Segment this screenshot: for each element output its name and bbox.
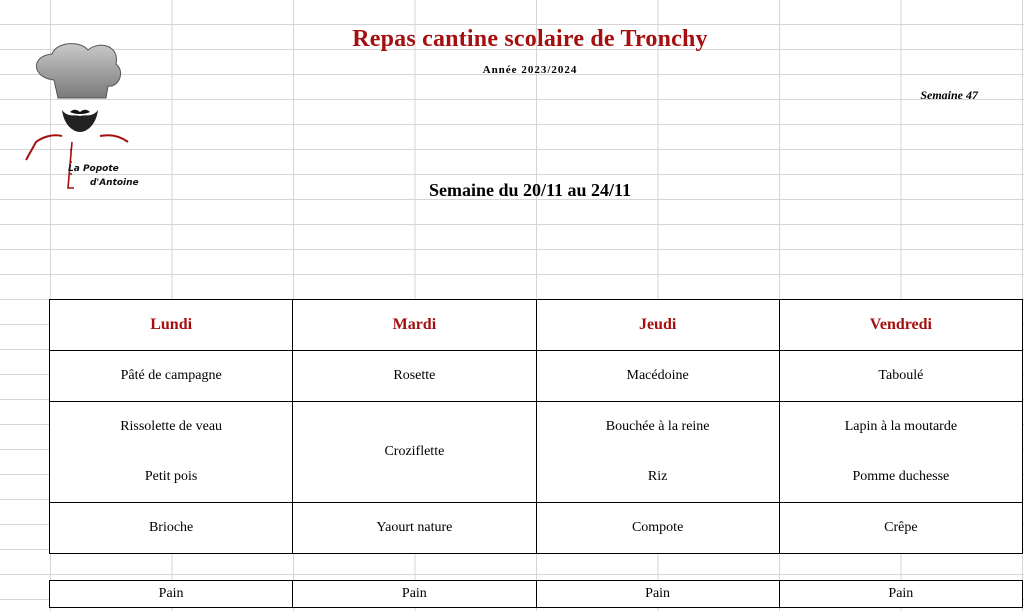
side-cell: Pomme duchesse — [779, 452, 1022, 503]
logo-text-line2: d'Antoine — [90, 178, 139, 188]
bread-cell: Pain — [536, 581, 779, 608]
week-range: Semaine du 20/11 au 24/11 — [428, 180, 632, 200]
day-header: Mardi — [293, 300, 536, 351]
logo-text-line1: La Popote — [68, 164, 119, 174]
starter-cell: Pâté de campagne — [50, 351, 293, 402]
bread-table — [49, 580, 1023, 608]
day-header: Lundi — [50, 300, 293, 351]
main-cell: Croziflette — [293, 402, 536, 503]
dessert-cell: Brioche — [50, 503, 293, 554]
week-number: Semaine 47 — [920, 88, 978, 102]
day-header: Vendredi — [779, 300, 1022, 351]
menu-table — [49, 299, 1023, 554]
day-header: Jeudi — [536, 300, 779, 351]
starter-cell: Taboulé — [779, 351, 1022, 402]
starter-cell: Rosette — [293, 351, 536, 402]
dessert-cell: Yaourt nature — [293, 503, 536, 554]
table-row-starters — [50, 351, 1023, 402]
chef-logo-icon — [22, 38, 162, 198]
main-cell: Rissolette de veau — [50, 402, 293, 453]
side-cell: Riz — [536, 452, 779, 503]
table-row-days — [50, 300, 1023, 351]
table-row-sides — [50, 452, 1023, 503]
bread-cell: Pain — [779, 581, 1022, 608]
main-cell: Lapin à la moutarde — [779, 402, 1022, 453]
bread-cell: Pain — [50, 581, 293, 608]
table-row-desserts — [50, 503, 1023, 554]
dessert-cell: Compote — [536, 503, 779, 554]
dessert-cell: Crêpe — [779, 503, 1022, 554]
page-title: Repas cantine scolaire de Tronchy — [352, 26, 708, 52]
bread-cell: Pain — [293, 581, 536, 608]
main-cell: Bouchée à la reine — [536, 402, 779, 453]
school-year: Année 2023/2024 — [482, 64, 578, 76]
table-row-bread — [50, 581, 1023, 608]
starter-cell: Macédoine — [536, 351, 779, 402]
side-cell: Petit pois — [50, 452, 293, 503]
table-row-mains — [50, 402, 1023, 453]
